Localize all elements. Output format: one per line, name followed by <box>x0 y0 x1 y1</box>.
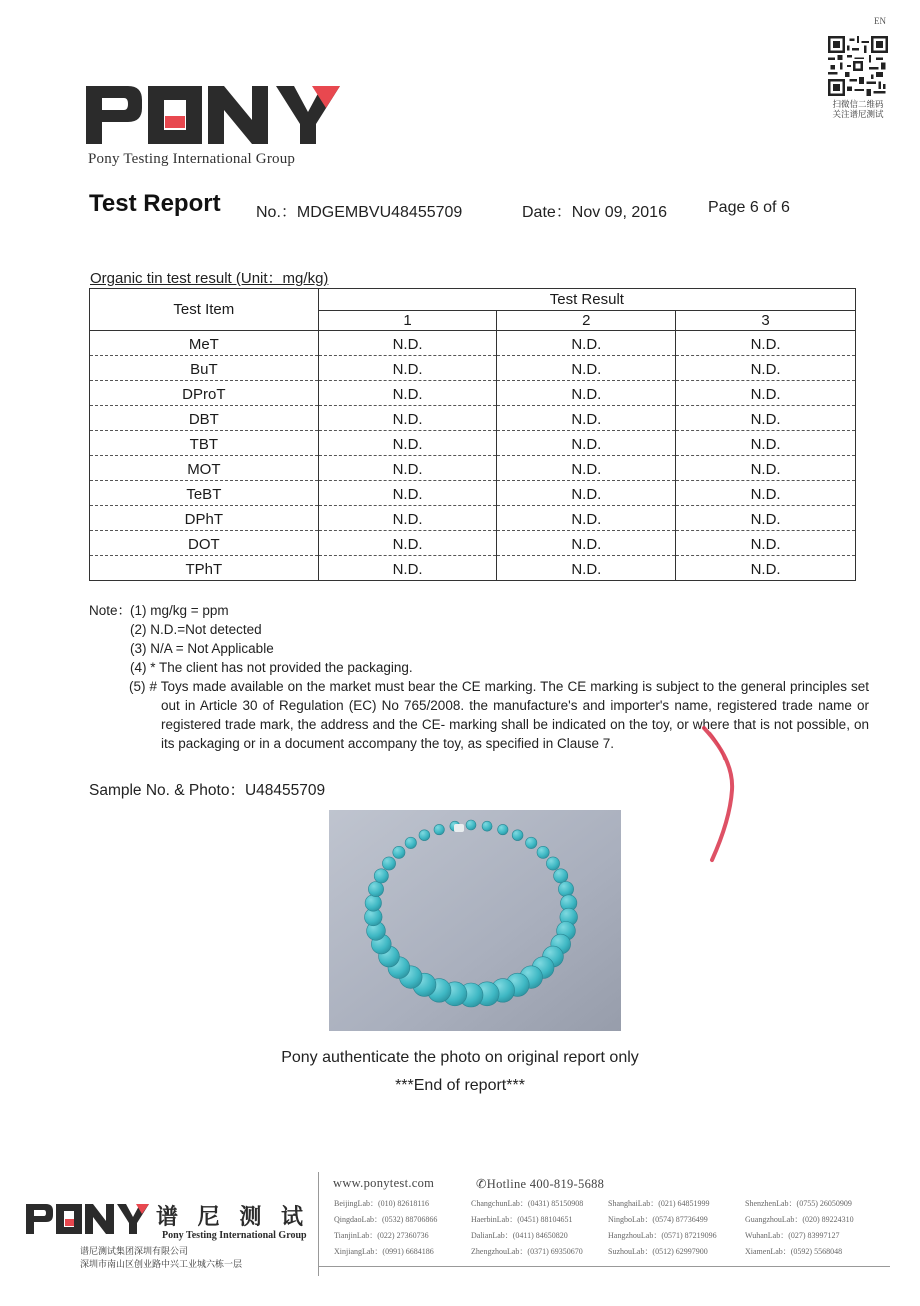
necklace-bead <box>498 824 508 834</box>
result-cell: N.D. <box>497 456 676 481</box>
table-row <box>90 381 856 406</box>
logo-subtitle: Pony Testing International Group <box>88 151 296 167</box>
page-number: Page 6 of 6 <box>708 199 790 216</box>
table-row <box>90 356 856 381</box>
note-item: Note： (1) mg/kg = ppm <box>89 603 229 618</box>
result-cell: N.D. <box>676 431 856 456</box>
table-row <box>90 506 856 531</box>
footer-logo <box>26 1202 316 1242</box>
column-header: 1 <box>318 311 497 331</box>
lab-row <box>334 1230 882 1246</box>
necklace-bead <box>537 846 549 858</box>
note-item: (3) N/A = Not Applicable <box>130 641 274 656</box>
lab-contact: HaerbinLab：(0451) 88104651 <box>471 1215 573 1224</box>
lab-contact: ShenzhenLab：(0755) 26050909 <box>745 1199 852 1208</box>
necklace-bead <box>434 824 444 834</box>
result-cell: N.D. <box>497 406 676 431</box>
result-cell: N.D. <box>318 556 497 581</box>
lab-contact: NingboLab：(0574) 87736499 <box>608 1215 708 1224</box>
notes-label: Note： <box>89 603 132 618</box>
table-row <box>90 531 856 556</box>
result-cell: N.D. <box>497 506 676 531</box>
necklace-bead <box>374 869 388 883</box>
table-row <box>90 456 856 481</box>
result-cell: N.D. <box>318 406 497 431</box>
seal-stamp-fragment <box>690 720 750 870</box>
necklace-bead <box>512 830 523 841</box>
test-item-cell: MeT <box>90 331 319 356</box>
table-row <box>90 431 856 456</box>
footer-website: www.ponytest.com <box>333 1176 435 1190</box>
qr-code <box>828 36 888 96</box>
language-tag: EN <box>874 16 886 26</box>
necklace-bead <box>365 895 381 911</box>
footer-hotline: ✆Hotline 400-819-5688 <box>476 1177 605 1191</box>
result-cell: N.D. <box>497 531 676 556</box>
necklace-bead <box>405 837 416 848</box>
note-item: (5) # Toys made available on the market must bear the CE marking. The CE marking is subject to the general principles set out in Article 30 of Regulation (EC) No 765/2008. the manufacture's and importer's name, registered trade name or registered trade mark, the address and the CE- marking shall be indicated on the toy, or where that is not possible, on its packaging or in a document accompany the toy, as specified in Clause 7. <box>129 679 869 751</box>
sample-label: Sample No. & Photo：U48455709 <box>89 782 326 799</box>
footer-lab-list <box>334 1198 882 1262</box>
test-item-header: Test Item <box>90 289 319 331</box>
column-header: 3 <box>676 311 856 331</box>
test-item-cell: DBT <box>90 406 319 431</box>
necklace-bead <box>526 837 537 848</box>
table-row <box>90 406 856 431</box>
footer-address-cn: 深圳市南山区创业路中兴工业城六栋一层 <box>80 1260 243 1270</box>
lab-contact: TianjinLab：(022) 27360736 <box>334 1231 429 1240</box>
test-item-cell: TeBT <box>90 481 319 506</box>
result-cell: N.D. <box>318 356 497 381</box>
test-item-cell: DProT <box>90 381 319 406</box>
result-cell: N.D. <box>318 431 497 456</box>
footer-divider <box>318 1266 890 1267</box>
footer-company-cn: 谱尼测试集团深圳有限公司 <box>80 1247 189 1257</box>
notes-section <box>89 601 869 753</box>
test-item-cell: MOT <box>90 456 319 481</box>
footer-brand-cn: 谱 尼 测 试 <box>156 1205 309 1230</box>
result-cell: N.D. <box>676 406 856 431</box>
result-cell: N.D. <box>497 356 676 381</box>
note-item: (4) * The client has not provided the packaging. <box>130 660 413 675</box>
lab-contact: BeijingLab：(010) 82618116 <box>334 1199 430 1208</box>
lab-contact: HangzhouLab：(0571) 87219096 <box>608 1231 717 1240</box>
result-cell: N.D. <box>676 531 856 556</box>
result-cell: N.D. <box>318 456 497 481</box>
lab-contact: XiamenLab：(0592) 5568048 <box>745 1247 843 1256</box>
lab-contact: GuangzhouLab：(020) 89224310 <box>745 1215 854 1224</box>
result-cell: N.D. <box>676 506 856 531</box>
result-cell: N.D. <box>497 431 676 456</box>
photo-authentication-note: Pony authenticate the photo on original report only <box>281 1049 639 1066</box>
result-cell: N.D. <box>318 331 497 356</box>
test-item-cell: TPhT <box>90 556 319 581</box>
result-cell: N.D. <box>497 331 676 356</box>
result-cell: N.D. <box>318 381 497 406</box>
footer-divider <box>318 1172 319 1276</box>
lab-contact: DalianLab：(0411) 84650820 <box>471 1231 568 1240</box>
table-row <box>90 481 856 506</box>
sample-photo <box>329 810 621 1031</box>
table-row <box>90 331 856 356</box>
necklace-bead <box>482 821 492 831</box>
organic-tin-result-table <box>89 288 856 581</box>
footer-group-name: Pony Testing International Group <box>162 1230 307 1241</box>
column-header: 2 <box>497 311 676 331</box>
lab-contact: ZhengzhouLab：(0371) 69350670 <box>471 1247 583 1256</box>
result-cell: N.D. <box>676 456 856 481</box>
result-cell: N.D. <box>497 481 676 506</box>
result-cell: N.D. <box>676 556 856 581</box>
necklace-bead <box>382 857 395 870</box>
lab-contact: ShanghaiLab：(021) 64851999 <box>608 1199 710 1208</box>
result-cell: N.D. <box>676 381 856 406</box>
test-item-cell: DPhT <box>90 506 319 531</box>
lab-row <box>334 1214 882 1230</box>
necklace-bead <box>558 882 573 897</box>
necklace-bead <box>546 857 559 870</box>
necklace-bead <box>393 846 405 858</box>
result-cell: N.D. <box>318 531 497 556</box>
test-item-cell: BuT <box>90 356 319 381</box>
necklace-bead <box>466 820 476 830</box>
necklace-bead <box>419 830 430 841</box>
result-cell: N.D. <box>318 481 497 506</box>
lab-contact: ChangchunLab：(0431) 85150908 <box>471 1199 584 1208</box>
table-row <box>90 556 856 581</box>
test-item-cell: TBT <box>90 431 319 456</box>
lab-contact: WuhanLab：(027) 83997127 <box>745 1231 840 1240</box>
note-item: (2) N.D.=Not detected <box>130 622 262 637</box>
result-cell: N.D. <box>318 506 497 531</box>
pony-logo <box>86 86 341 146</box>
end-of-report: ***End of report*** <box>395 1077 525 1094</box>
test-item-cell: DOT <box>90 531 319 556</box>
result-cell: N.D. <box>497 381 676 406</box>
lab-row <box>334 1246 882 1262</box>
lab-row <box>334 1198 882 1214</box>
result-cell: N.D. <box>497 556 676 581</box>
necklace-bead <box>554 869 568 883</box>
necklace-bead <box>368 882 383 897</box>
report-number: No.：MDGEMBVU48455709 <box>256 204 463 221</box>
lab-contact: QingdaoLab：(0532) 88706866 <box>334 1215 438 1224</box>
test-result-header: Test Result <box>318 289 855 311</box>
result-cell: N.D. <box>676 331 856 356</box>
result-cell: N.D. <box>676 481 856 506</box>
report-title: Test Report <box>89 190 221 217</box>
lab-contact: SuzhouLab：(0512) 62997900 <box>608 1247 708 1256</box>
table-caption: Organic tin test result (Unit：mg/kg) <box>90 270 329 287</box>
qr-caption: 扫微信二维码 关注谱尼测试 <box>832 100 884 120</box>
lab-contact: XinjiangLab：(0991) 6684186 <box>334 1247 434 1256</box>
report-date: Date：Nov 09, 2016 <box>522 204 667 221</box>
result-cell: N.D. <box>676 356 856 381</box>
